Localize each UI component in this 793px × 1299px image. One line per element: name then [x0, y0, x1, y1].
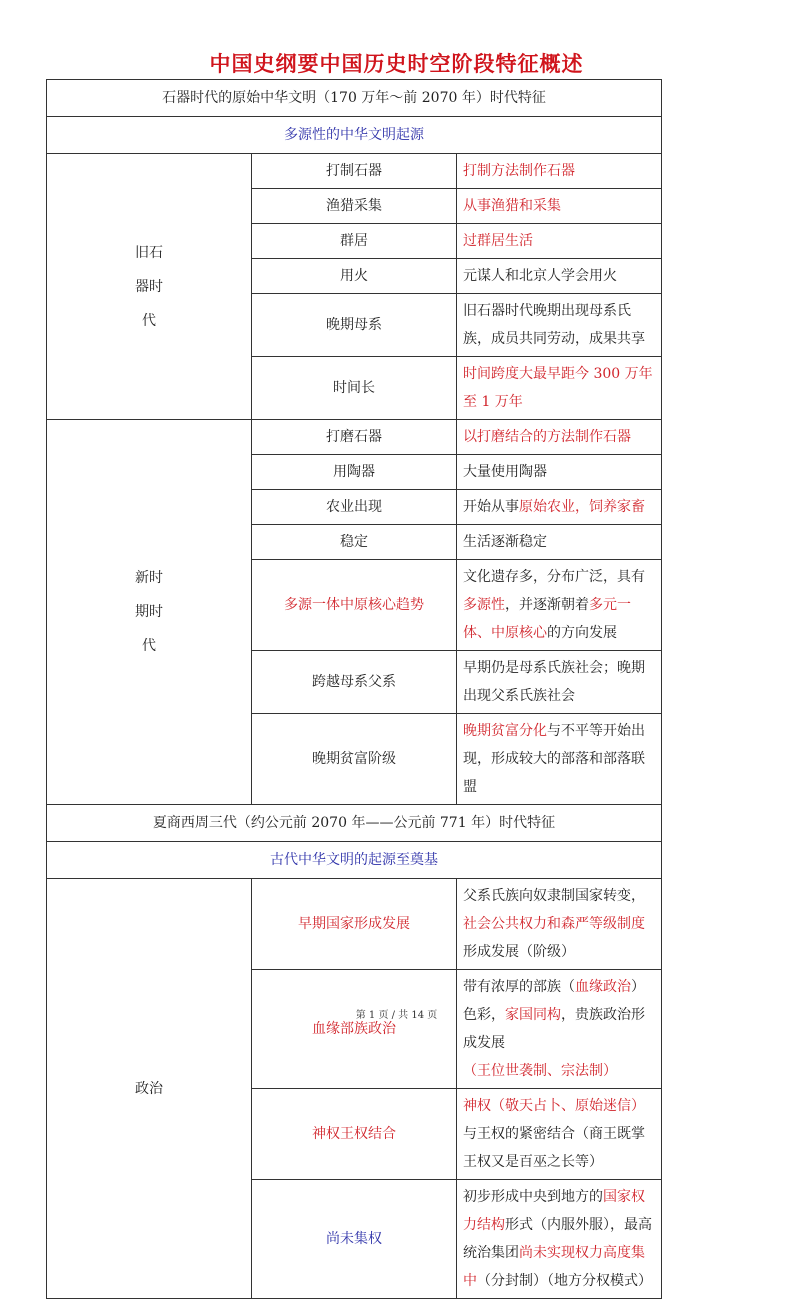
text-segment: 跨越母系父系 [312, 674, 396, 690]
feature-description [457, 420, 662, 455]
text-segment: 多源一体中原核心趋势 [284, 597, 424, 613]
feature-name [252, 189, 457, 224]
text-segment: 多元一体、中原核心 [463, 597, 631, 641]
feature-description [457, 714, 662, 805]
text-segment: 与不平等开始出现，形成较大的部落和部落联盟 [463, 723, 645, 795]
text-segment: 早期仍是母系氏族社会；晚期出现父系氏族社会 [463, 660, 645, 704]
text-segment: 文化遗存多，分布广泛，具有 [463, 569, 645, 585]
feature-name [252, 294, 457, 357]
text-segment: 时间跨度大最早距今 300 万年至 1 万年 [463, 366, 653, 410]
text-segment: 带有浓厚的部族（ [463, 979, 575, 995]
text-segment: 原始农业，饲养家畜 [519, 499, 645, 515]
text-segment: 神权（敬天占卜、原始迷信） [463, 1098, 645, 1114]
text-segment: 与王权的紧密结合（商王既掌王权又是百巫之长等） [463, 1126, 645, 1170]
text-segment: 从事渔猎和采集 [463, 198, 561, 214]
feature-name [252, 560, 457, 651]
period-label: 政治 [135, 1080, 163, 1097]
text-segment: （分封制）（地方分权模式） [477, 1273, 652, 1289]
text-segment: 晚期贫富阶级 [312, 751, 396, 767]
feature-name [252, 455, 457, 490]
feature-description [457, 560, 662, 651]
text-segment: 时间长 [333, 380, 375, 396]
section-header: 石器时代的原始中华文明（170 万年～前 2070 年）时代特征 [47, 80, 662, 117]
text-segment: 多源性 [463, 597, 505, 613]
feature-description [457, 224, 662, 259]
text-segment: 的方向发展 [547, 625, 617, 641]
text-segment: （王位世袭制、宗法制） [463, 1063, 617, 1079]
text-segment: 国家权力结构 [463, 1189, 645, 1233]
text-segment: ，贵族政治形成发展 [463, 1007, 645, 1051]
text-segment: 血缘部族政治 [312, 1021, 396, 1037]
feature-name [252, 420, 457, 455]
section-subheader: 多源性的中华文明起源 [47, 117, 662, 154]
feature-name [252, 970, 457, 1089]
text-segment: 打磨石器 [326, 429, 382, 445]
feature-name [252, 357, 457, 420]
text-segment: 早期国家形成发展 [298, 916, 410, 932]
feature-name [252, 154, 457, 189]
text-segment: 用火 [340, 268, 368, 284]
text-segment: 父系氏族向奴隶制国家转变， [463, 888, 645, 904]
period-cell [47, 879, 252, 1299]
feature-description [457, 651, 662, 714]
text-segment: 稳定 [340, 534, 368, 550]
text-segment: 元谋人和北京人学会用火 [463, 268, 617, 284]
section-header-row [47, 80, 662, 117]
feature-description [457, 455, 662, 490]
text-segment: 形成发展（阶级） [463, 944, 575, 960]
text-segment: 农业出现 [326, 499, 382, 515]
period-cell [47, 420, 252, 805]
page-number: 第 1 页 / 共 14 页 [355, 1010, 438, 1021]
text-segment: 以打磨结合的方法制作石器 [463, 429, 631, 445]
feature-name [252, 259, 457, 294]
feature-name [252, 224, 457, 259]
feature-name [252, 1180, 457, 1299]
text-segment: 渔猎采集 [326, 198, 382, 214]
table-body [47, 80, 662, 1299]
section-subheader: 古代中华文明的起源至奠基 [47, 842, 662, 879]
feature-description [457, 357, 662, 420]
feature-description [457, 525, 662, 560]
period-label: 旧石器时代 [135, 244, 163, 329]
history-table [46, 79, 662, 1299]
text-segment: 社会公共权力和森严等级制度 [463, 916, 645, 932]
feature-description [457, 1180, 662, 1299]
feature-description [457, 879, 662, 970]
text-segment: 过群居生活 [463, 233, 533, 249]
text-segment: 血缘政治 [575, 979, 631, 995]
feature-description [457, 1089, 662, 1180]
text-segment: 晚期母系 [326, 317, 382, 333]
section-subheader-row [47, 117, 662, 154]
text-segment: 初步形成中央到地方的 [463, 1189, 603, 1205]
feature-name [252, 879, 457, 970]
feature-name [252, 714, 457, 805]
feature-description [457, 294, 662, 357]
text-segment: 大量使用陶器 [463, 464, 547, 480]
text-segment: 生活逐渐稳定 [463, 534, 547, 550]
text-segment: 尚未实现权力高度集中 [463, 1245, 645, 1289]
text-segment: 形式（内服外服），最高统治集团 [463, 1217, 652, 1261]
feature-description [457, 490, 662, 525]
text-segment: ）色彩， [463, 979, 645, 1023]
text-segment: 家国同构 [505, 1007, 561, 1023]
text-segment: 群居 [340, 233, 368, 249]
text-segment: 尚未集权 [326, 1231, 382, 1247]
section-subheader-row [47, 842, 662, 879]
period-cell [47, 154, 252, 420]
section-header: 夏商西周三代（约公元前 2070 年——公元前 771 年）时代特征 [47, 805, 662, 842]
table-row [47, 420, 662, 455]
table-row [47, 154, 662, 189]
feature-description [457, 970, 662, 1089]
period-label: 新时期时代 [135, 570, 163, 654]
feature-description [457, 154, 662, 189]
text-segment: 用陶器 [333, 464, 375, 480]
feature-name [252, 525, 457, 560]
text-segment: 神权王权结合 [312, 1126, 396, 1142]
feature-name [252, 651, 457, 714]
feature-description [457, 189, 662, 224]
table-row [47, 879, 662, 970]
document-title: 中国史纲要中国历史时空阶段特征概述 [209, 52, 584, 76]
feature-name [252, 1089, 457, 1180]
section-header-row [47, 805, 662, 842]
text-segment: 开始从事 [463, 499, 519, 515]
text-segment: 晚期贫富分化 [463, 723, 547, 739]
feature-name [252, 490, 457, 525]
text-segment: 打制石器 [326, 163, 382, 179]
text-segment: ，并逐渐朝着 [505, 597, 589, 613]
text-segment: 打制方法制作石器 [463, 163, 575, 179]
feature-description [457, 259, 662, 294]
text-segment: 旧石器时代晚期出现母系氏族，成员共同劳动，成果共享 [463, 303, 645, 347]
